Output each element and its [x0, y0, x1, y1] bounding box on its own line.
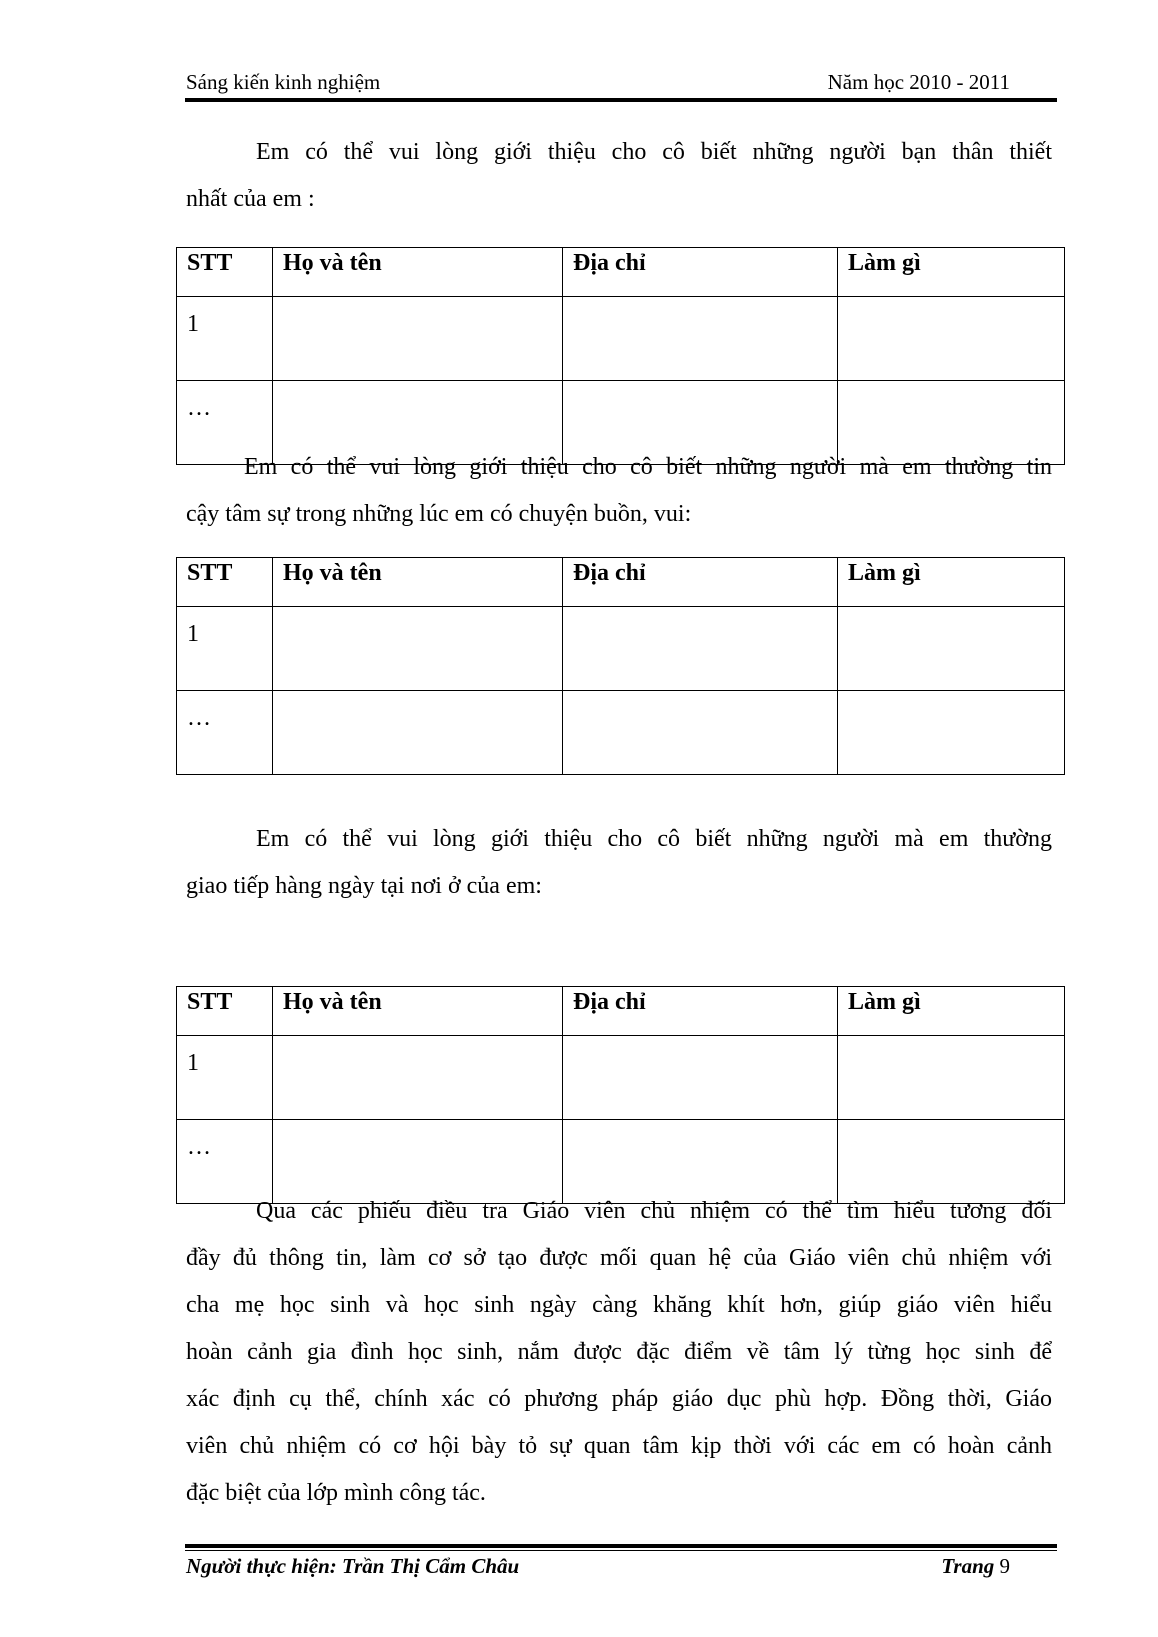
table-row	[177, 1036, 1065, 1120]
cell-occupation	[838, 1036, 1065, 1120]
cell-stt: …	[177, 691, 273, 775]
table-row	[177, 691, 1065, 775]
paragraph-line: Em có thể vui lòng giới thiệu cho cô biết những người mà em thường	[256, 826, 1052, 852]
cell-address	[563, 691, 838, 775]
paragraph-daily-contacts	[186, 816, 1052, 910]
cell-stt: 1	[177, 607, 273, 691]
paragraph-line: Qua các phiếu điều tra Giáo viên chủ nhiệm có thể tìm hiểu tương đối	[256, 1198, 1052, 1224]
column-header-stt: STT	[177, 987, 273, 1036]
paragraph-trusted-people	[186, 444, 1052, 538]
cell-occupation	[838, 297, 1065, 381]
cell-stt: 1	[177, 297, 273, 381]
cell-stt: …	[177, 1120, 273, 1204]
cell-name	[273, 691, 563, 775]
footer-divider-thin	[185, 1550, 1057, 1551]
column-header-name: Họ và tên	[273, 987, 563, 1036]
paragraph-line: nhất của em :	[186, 186, 315, 212]
column-header-stt: STT	[177, 558, 273, 607]
cell-name	[273, 297, 563, 381]
column-header-name: Họ và tên	[273, 558, 563, 607]
table-header-row	[177, 248, 1065, 297]
cell-stt: …	[177, 381, 273, 465]
paragraph-best-friends	[186, 129, 1052, 223]
column-header-address: Địa chỉ	[563, 987, 838, 1036]
cell-address	[563, 1036, 838, 1120]
table-header-row	[177, 558, 1065, 607]
column-header-stt: STT	[177, 248, 273, 297]
trusted-people-table	[176, 557, 1065, 775]
column-header-address: Địa chỉ	[563, 248, 838, 297]
cell-address	[563, 297, 838, 381]
header-school-year: Năm học 2010 - 2011	[827, 70, 1010, 94]
table-row	[177, 297, 1065, 381]
cell-address	[563, 607, 838, 691]
daily-contacts-table	[176, 986, 1065, 1204]
paragraph-line: cha mẹ học sinh và học sinh ngày càng khăng khít hơn, giúp giáo viên hiểu	[186, 1292, 1052, 1318]
column-header-occupation: Làm gì	[838, 248, 1065, 297]
paragraph-line: viên chủ nhiệm có cơ hội bày tỏ sự quan tâm kịp thời với các em có hoàn cảnh	[186, 1433, 1052, 1459]
paragraph-line: xác định cụ thể, chính xác có phương pháp giáo dục phù hợp. Đồng thời, Giáo	[186, 1386, 1052, 1412]
cell-occupation	[838, 607, 1065, 691]
friends-table	[176, 247, 1065, 465]
cell-occupation	[838, 691, 1065, 775]
column-header-occupation: Làm gì	[838, 987, 1065, 1036]
paragraph-line: giao tiếp hàng ngày tại nơi ở của em:	[186, 873, 542, 899]
header-divider	[185, 98, 1057, 102]
header-title: Sáng kiến kinh nghiệm	[186, 70, 381, 94]
table-header-row	[177, 987, 1065, 1036]
paragraph-line: cậy tâm sự trong những lúc em có chuyện buồn, vui:	[186, 501, 692, 527]
footer-author: Người thực hiện: Trần Thị Cẩm Châu	[186, 1554, 520, 1578]
paragraph-line: Em có thể vui lòng giới thiệu cho cô biết những người mà em thường tin	[244, 454, 1052, 480]
paragraph-line: hoàn cảnh gia đình học sinh, nắm được đặc điểm về tâm lý từng học sinh để	[186, 1339, 1052, 1365]
paragraph-conclusion	[186, 1188, 1052, 1517]
table-row	[177, 607, 1065, 691]
footer-page-number	[941, 1554, 1010, 1579]
column-header-occupation: Làm gì	[838, 558, 1065, 607]
page-number: 9	[999, 1554, 1010, 1578]
cell-stt: 1	[177, 1036, 273, 1120]
column-header-name: Họ và tên	[273, 248, 563, 297]
column-header-address: Địa chỉ	[563, 558, 838, 607]
page-label: Trang	[941, 1554, 995, 1578]
footer-divider	[185, 1544, 1057, 1548]
cell-name	[273, 607, 563, 691]
paragraph-line: Em có thể vui lòng giới thiệu cho cô biết những người bạn thân thiết	[256, 139, 1052, 165]
cell-name	[273, 1036, 563, 1120]
paragraph-line: đầy đủ thông tin, làm cơ sở tạo được mối quan hệ của Giáo viên chủ nhiệm với	[186, 1245, 1052, 1271]
paragraph-line: đặc biệt của lớp mình công tác.	[186, 1480, 486, 1506]
